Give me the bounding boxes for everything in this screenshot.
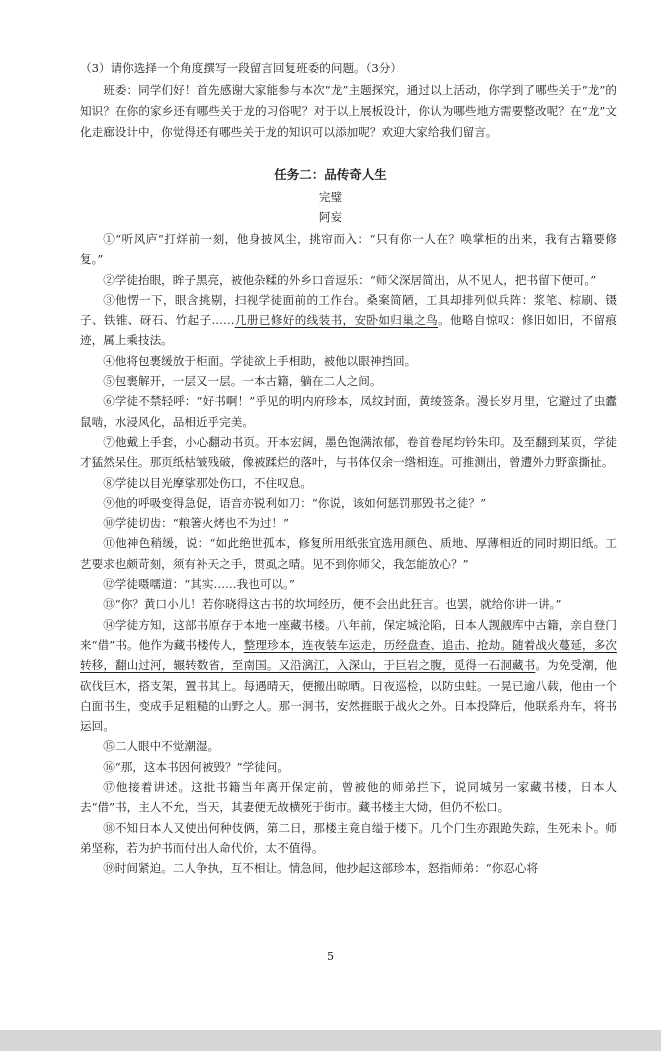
paragraph-15: ⑮二人眼中不觉潮湿。 [103, 739, 220, 754]
paragraph-11: ⑪他神色稍缓，说：“如此绝世孤本，修复所用纸张宜选用颜色、质地、厚薄相近的同时期旧纸。工艺要求也颇苛刻，须有补天之手，贯虱之晴。见不到你师父，我怎能放心？” [80, 536, 617, 571]
paragraph-10: ⑩学徒切齿：“粮箸火烤也不为过！” [103, 516, 289, 531]
paragraph-2: ②学徒抬眼，眸子黑亮，被他杂糅的外乡口音逗乐：“师父深居简出，从不见人，把书留下便可。” [103, 272, 597, 287]
paragraph-8: ⑧学徒以目光摩挲那处伤口，不住叹息。 [103, 475, 312, 490]
paragraph-6: ⑥学徒不禁轻呼：“好书啊！”乎见的明内府珍本，凤纹封面，黄绫签条。漫长岁月里，它避过了虫蠹鼠啮，水浸风化，品相近乎完美。 [80, 394, 617, 429]
committee-note [80, 80, 617, 144]
paragraph-3-underlined: 几册已修好的线装书，安卧如归巢之鸟 [234, 313, 439, 328]
story-author: 阿妄 [318, 210, 343, 224]
page-number: 5 [327, 950, 334, 963]
paragraph-16: ⑯“那，这本书因何被毁？”学徒问。 [103, 759, 289, 774]
paragraph-3-part-a: ③他愣一下，眼含挑剔，扫视学徒面前的工作台。桑案简陋，工具却排列似兵阵：浆笔、棕刷、镊子、铁锥、砑石、竹起子…… [80, 292, 617, 328]
section-title: 任务二：品传奇人生 [274, 167, 387, 182]
paragraph-17: ⑰他接着讲述。这批书籍当年离开保定前，曾被他的师弟拦下，说同城另一家藏书楼，日本人去“借”书，主人不允，当天，其妻便无故横死于街市。藏书楼主大恸，但仍不松口。 [80, 780, 617, 815]
paragraph-9: ⑨他的呼吸变得急促，语音亦锐利如刀：“你说，该如何惩罚那毁书之徒？” [103, 495, 487, 510]
task3-question [80, 58, 617, 79]
paragraph-14-underlined: 整理珍本，连夜装车运走，历经盘查、追击、抢劫。随着战火蔓延，多次转移，翻山过河，辗转数省，至南国。又沿漓江，入深山，于巨岩之腹，觅得一石洞藏书 [80, 637, 617, 673]
task3-question-text: （3）请你选择一个角度撰写一段留言回复班委的问题。（3分） [80, 61, 402, 75]
paragraph-14-part-a: ⑭学徒方知，这部书原存于本地一座藏书楼。八年前，保定城沦陷，日本人觊觎库中古籍，亲自登门来“借”书。他作为藏书楼传人， [80, 617, 617, 652]
paragraph-14 [80, 615, 617, 737]
committee-note-text: 班委：同学们好！首先感谢大家能参与本次“龙”主题探究，通过以上活动，你学到了哪些关于“龙”的知识？在你的家乡还有哪些关于龙的习俗呢？对于以上展板设计，你认为哪些地方需要整改呢？在“龙”文化走廊设计中，你觉得还有哪些关于龙的知识可以添加呢？欢迎大家给我们留言。 [80, 83, 617, 140]
paragraph-5: ⑤包裹解开，一层又一层。一本古籍，躺在二人之间。 [103, 374, 382, 389]
paragraph-14-part-b: 。为免受潮，他砍伐巨木，搭支架，置书其上。每遇晴天，便搬出晾晒。日夜巡检，以防虫蛀。一晃已逾八载，他由一个白面书生，变成手足粗糙的山野之人。那一洞书，安然捱眠于战火之外。日本投降后，他联系舟车，将书运回。 [80, 658, 617, 734]
story-body [80, 229, 617, 879]
paragraph-18: ⑱不知日本人又使出何种伎俩，第二日，那楼主竟自缢于楼下。几个门生亦跟跄失踪，生死未卜。师弟坚称，若为护书而付出人命代价，太不值得。 [80, 820, 617, 855]
paragraph-4: ④他将包裹缓放于柜面。学徒欲上手相助，被他以眼神挡回。 [103, 353, 417, 368]
paragraph-13: ⑬“你？黄口小儿！若你晓得这古书的坎坷经历，便不会出此狂言。也罢，就给你讲一讲。” [103, 597, 562, 612]
bottom-gray-band [0, 1030, 661, 1051]
paragraph-12: ⑫学徒嗫嚅道：“其实……我也可以。” [103, 577, 295, 592]
paragraph-19: ⑲时间紧迫。二人争执，互不相让。情急间，他抄起这部珍本，怒指师弟：“你忍心将 [103, 861, 539, 876]
story-title: 完璧 [318, 190, 343, 204]
paragraph-7: ⑦他戴上手套，小心翻动书页。开本宏阔，墨色饱满浓郁，卷首卷尾均钤朱印。及至翻到某页，学徒才猛然呆住。那页纸枯皱残破，像被蹂烂的落叶，与书体仅余一绺相连。可推测出，曾遭外力野蛮撕扯。 [80, 434, 617, 470]
paragraph-1: ①“听风庐”打烊前一刻，他身披风尘，挑帘而入：“只有你一人在？唤掌柜的出来，我有古籍要修复。” [80, 232, 617, 267]
paragraph-3-part-b: 。他略自惊叹：修旧如旧，不留痕迹，属上乘技法。 [80, 313, 617, 348]
paragraph-3 [80, 290, 617, 351]
